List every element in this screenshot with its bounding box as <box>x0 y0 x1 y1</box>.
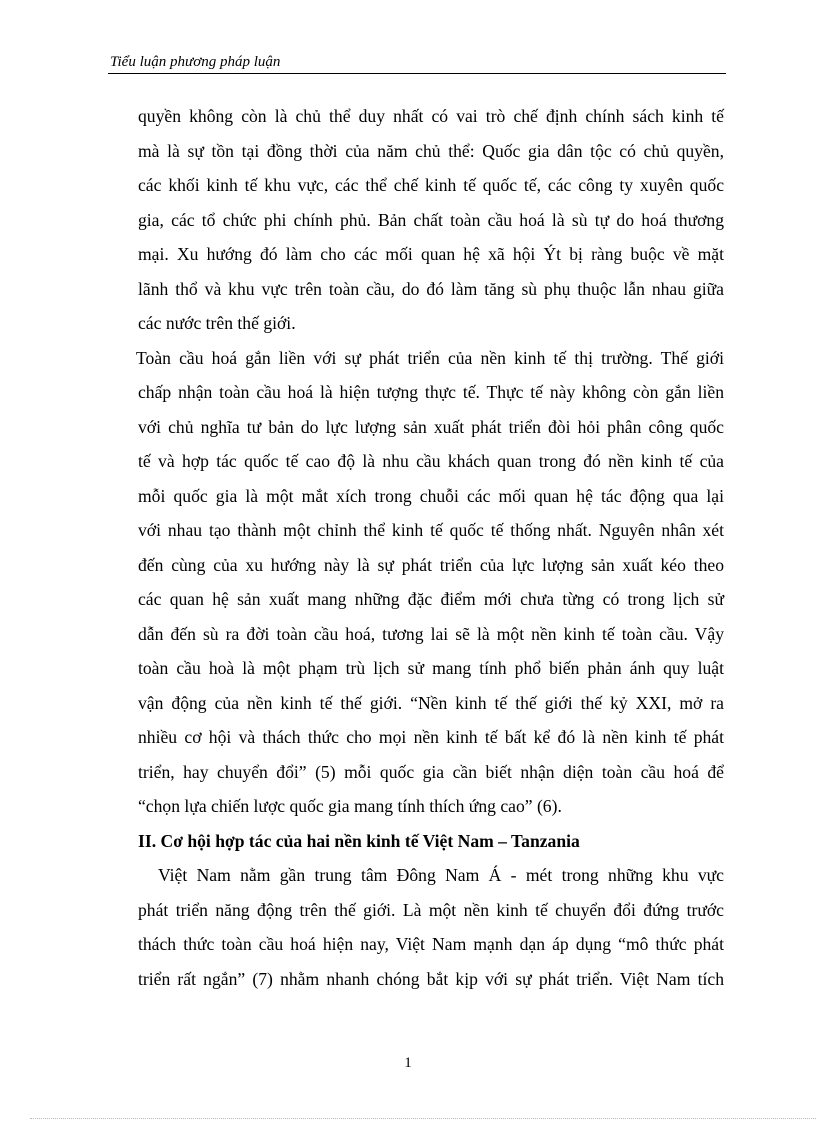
text-line: phát triển năng động trên thế giới. Là một nền kinh tế chuyển đổi đứng trước <box>138 899 724 920</box>
text-line: mại. Xu hướng đó làm cho các mối quan hệ xã hội Ýt bị ràng buộc về mặt <box>138 244 724 264</box>
page-number: 1 <box>404 1055 412 1071</box>
text-line: gia, các tổ chức phi chính phủ. Bản chất toàn cầu hoá là sù tự do hoá thương <box>138 209 724 230</box>
text-line: triển rất ngắn” (7) nhằm nhanh chóng bắt kịp với sự phát triển. Việt Nam tích <box>138 968 724 989</box>
text-line: lãnh thổ và khu vực trên toàn cầu, do đó làm tăng sù phụ thuộc lẫn nhau giữa <box>138 278 724 299</box>
text-line: triển, hay chuyển đổi” (5) mỗi quốc gia cần biết nhận diện toàn cầu hoá để <box>138 761 724 782</box>
text-line: quyền không còn là chủ thể duy nhất có vai trò chế định chính sách kinh tế <box>138 106 724 126</box>
text-line: đến cùng của xu hướng này là sự phát triển của lực lượng sản xuất kéo theo <box>138 554 724 575</box>
text-line: vận động của nền kinh tế thế giới. “Nền kinh tế thế giới thế kỷ XXI, mở ra <box>138 692 724 713</box>
section-heading: II. Cơ hội hợp tác của hai nền kinh tế Việt Nam – Tanzania <box>138 830 580 851</box>
header-title: Tiểu luận phương pháp luận <box>110 54 281 70</box>
text-line: nhiều cơ hội và thách thức cho mọi nền kinh tế bất kể đó là nền kinh tế phát <box>138 727 724 747</box>
text-line: với nhau tạo thành một chỉnh thể kinh tế quốc tế thống nhất. Nguyên nhân xét <box>138 520 724 540</box>
page-header <box>108 51 726 74</box>
text-line: các khối kinh tế khu vực, các thể chế kinh tế quốc tế, các công ty xuyên quốc <box>138 175 724 195</box>
text-line: với chủ nghĩa tư bản do lực lượng sản xuất phát triển đòi hỏi phân công quốc <box>138 416 724 437</box>
text-line: Toàn cầu hoá gắn liền với sự phát triển của nền kinh tế thị trường. Thế giới <box>136 347 724 368</box>
document-body <box>138 99 724 996</box>
text-line: các quan hệ sản xuất mang những đặc điểm mới chưa từng có trong lịch sử <box>138 589 724 609</box>
text-line: “chọn lựa chiến lược quốc gia mang tính thích ứng cao” (6). <box>138 796 562 816</box>
text-line: Việt Nam nằm gần trung tâm Đông Nam Á - mét trong những khu vực <box>158 865 724 885</box>
text-line: toàn cầu hoà là một phạm trù lịch sử mang tính phổ biến phản ánh quy luật <box>138 658 724 678</box>
text-line: thách thức toàn cầu hoá hiện nay, Việt Nam mạnh dạn áp dụng “mô thức phát <box>138 934 724 954</box>
text-line: chấp nhận toàn cầu hoá là hiện tượng thực tế. Thực tế này không còn gắn liền <box>138 382 724 402</box>
page-bottom-divider <box>30 1118 816 1119</box>
text-line: mà là sự tồn tại đồng thời của năm chủ thể: Quốc gia dân tộc có chủ quyền, <box>138 140 724 161</box>
text-line: các nước trên thế giới. <box>138 313 296 333</box>
text-line: dẫn đến sù ra đời toàn cầu hoá, tương lai sẽ là một nền kinh tế toàn cầu. Vậy <box>138 623 724 644</box>
text-line: tế và hợp tác quốc tế cao độ là nhu cầu khách quan trong đó nền kinh tế của <box>138 451 724 471</box>
text-line: mỗi quốc gia là một mắt xích trong chuỗi các mối quan hệ tác động qua lại <box>138 485 724 506</box>
